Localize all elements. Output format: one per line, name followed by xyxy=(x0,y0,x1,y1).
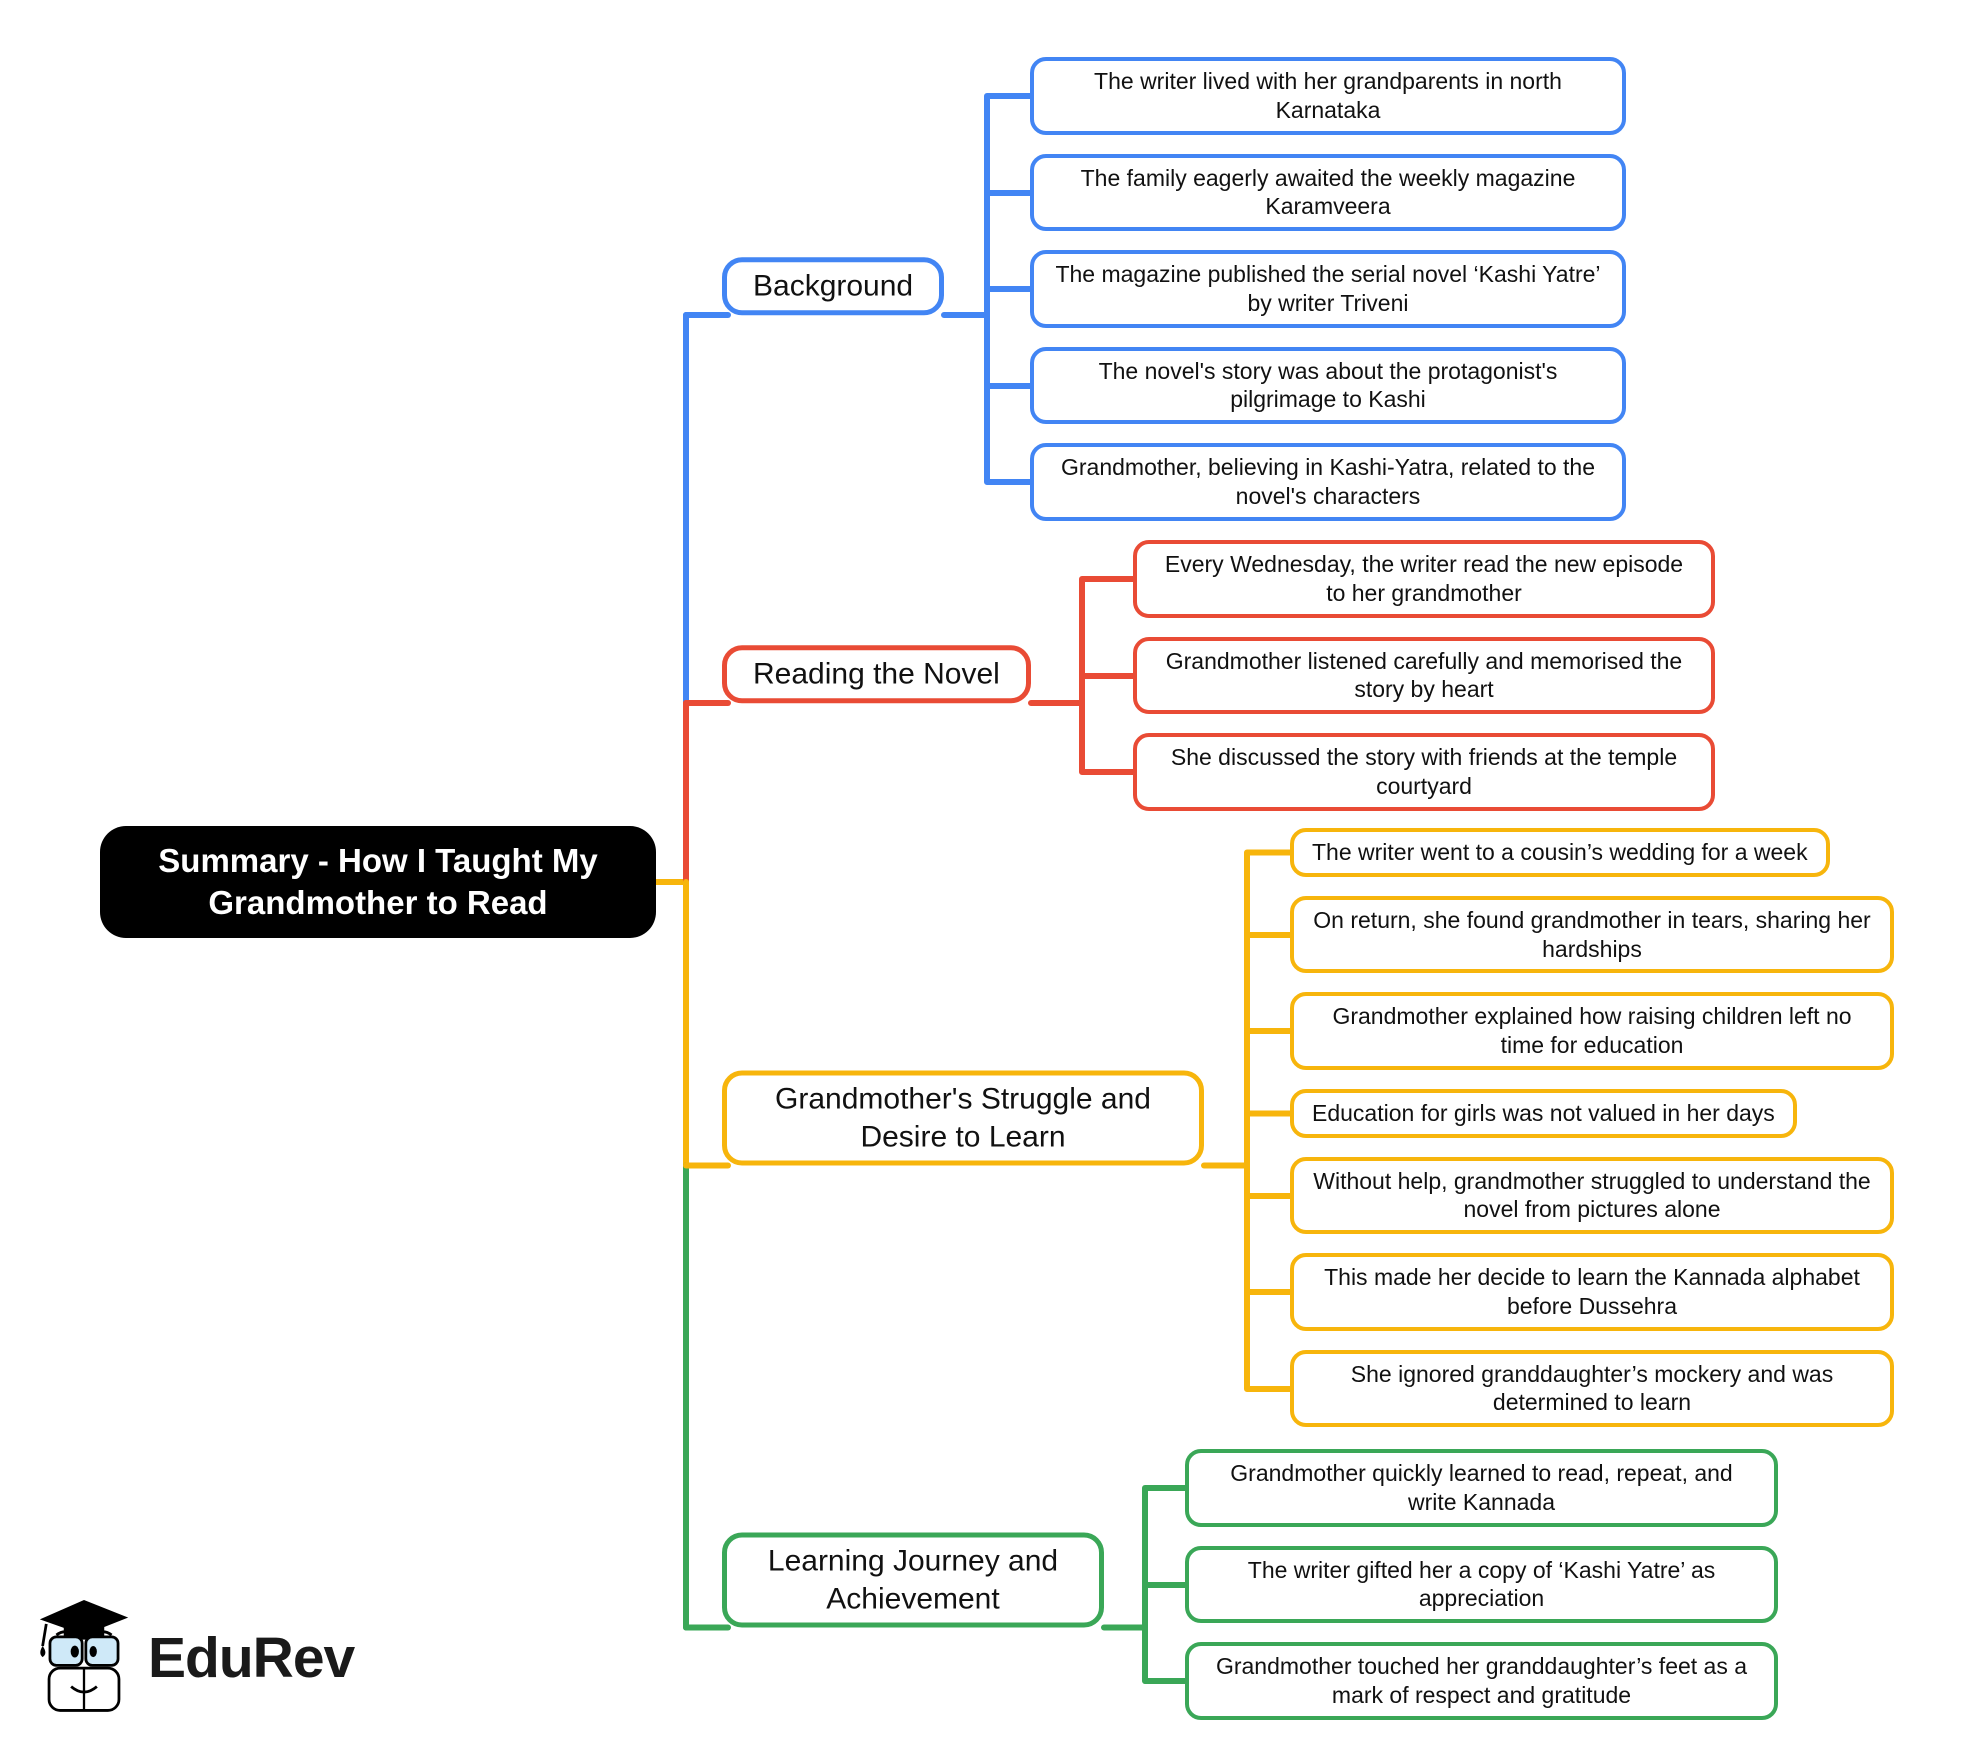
branch-node-label: Reading the Novel xyxy=(753,657,1000,691)
leaf-node xyxy=(1185,1642,1778,1720)
leaf-node xyxy=(1030,347,1626,425)
branch-node-learning-journey-and-achievement xyxy=(722,1533,1104,1628)
leaf-node-label: Grandmother, believing in Kashi-Yatra, related to the novel's characters xyxy=(1061,454,1595,509)
leaf-node-label: The novel's story was about the protagonist's pilgrimage to Kashi xyxy=(1098,357,1558,413)
branch-node-grandmothers-struggle-and-desire-to-learn xyxy=(722,1071,1204,1166)
leaf-node xyxy=(1290,992,1894,1070)
edurev-logo xyxy=(38,1598,354,1718)
leaf-node xyxy=(1030,443,1626,521)
leaf-node-label: Grandmother listened carefully and memorised the story by heart xyxy=(1165,647,1683,703)
leaf-node-label: The writer lived with her grandparents in north Karnataka xyxy=(1094,68,1562,123)
leaf-node-label: The writer went to a cousin’s wedding for a week xyxy=(1312,839,1808,865)
leaf-column-background xyxy=(1030,57,1626,521)
leaf-node-label: This made her decide to learn the Kannada alphabet before Dussehra xyxy=(1324,1264,1860,1319)
leaf-node-label: Grandmother explained how raising children left no time for education xyxy=(1332,1003,1852,1058)
leaf-node xyxy=(1030,250,1626,328)
branch-node-background xyxy=(722,257,944,315)
edurev-mascot-icon xyxy=(38,1598,130,1718)
leaf-node-label: Grandmother touched her granddaughter’s feet as a mark of respect and gratitude xyxy=(1215,1653,1748,1708)
leaf-node xyxy=(1290,828,1830,877)
leaf-node xyxy=(1185,1449,1778,1527)
leaf-node xyxy=(1133,733,1715,811)
branch-node-label: Grandmother's Struggle and Desire to Learn xyxy=(775,1082,1151,1153)
leaf-node xyxy=(1290,1350,1894,1428)
leaf-node xyxy=(1133,637,1715,715)
leaf-node-label: Education for girls was not valued in her days xyxy=(1312,1099,1775,1126)
leaf-node xyxy=(1030,57,1626,135)
leaf-node xyxy=(1030,154,1626,232)
root-node xyxy=(100,826,656,938)
branch-node-reading-the-novel xyxy=(722,645,1031,703)
leaf-column-reading-the-novel xyxy=(1133,540,1715,811)
leaf-node-label: On return, she found grandmother in tears, sharing her hardships xyxy=(1313,906,1871,962)
leaf-node xyxy=(1290,1089,1797,1138)
leaf-node xyxy=(1133,540,1715,618)
leaf-node-label: The writer gifted her a copy of ‘Kashi Yatre’ as appreciation xyxy=(1247,1556,1716,1612)
leaf-node-label: Grandmother quickly learned to read, repeat, and write Kannada xyxy=(1230,1460,1733,1515)
leaf-node-label: She ignored granddaughter’s mockery and was determined to learn xyxy=(1350,1360,1834,1416)
branch-node-label: Background xyxy=(753,269,914,303)
leaf-node xyxy=(1290,896,1894,974)
leaf-node xyxy=(1290,1157,1894,1235)
leaf-node xyxy=(1290,1253,1894,1331)
leaf-node-label: She discussed the story with friends at the temple courtyard xyxy=(1170,744,1678,799)
leaf-column-learning-journey-and-achievement xyxy=(1185,1449,1778,1720)
root-node-label: Summary - How I Taught My Grandmother to Read xyxy=(158,842,598,922)
leaf-node xyxy=(1185,1546,1778,1624)
edurev-wordmark: EduRev xyxy=(148,1626,355,1690)
leaf-node-label: The family eagerly awaited the weekly magazine Karamveera xyxy=(1080,164,1576,220)
branch-node-label: Learning Journey and Achievement xyxy=(767,1544,1059,1615)
leaf-column-grandmothers-struggle-and-desire-to-learn xyxy=(1290,828,1894,1427)
leaf-node-label: Every Wednesday, the writer read the new episode to her grandmother xyxy=(1164,551,1684,606)
leaf-node-label: The magazine published the serial novel ‘Kashi Yatre’ by writer Triveni xyxy=(1055,261,1601,316)
leaf-node-label: Without help, grandmother struggled to understand the novel from pictures alone xyxy=(1313,1167,1871,1223)
